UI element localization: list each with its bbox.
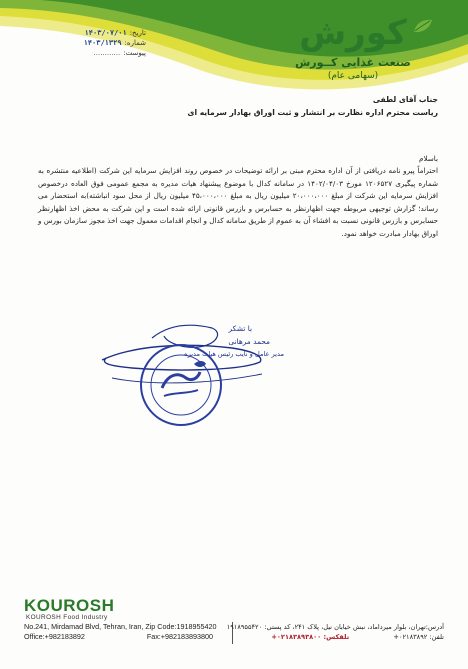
meta-number-value: ۱۴۰۳/۱۳۲۹	[83, 39, 122, 47]
meta-number-row	[54, 38, 146, 48]
addressee-title: ریاست محترم اداره نظارت بر انتشار و ثبت اوراق بهادار سرمایه ای	[187, 107, 438, 117]
brand-company-type: (سهامی عام)	[327, 71, 379, 81]
footer-fax-fa: تلفکس: ۰۲۱۸۳۸۹۳۸۰۰+	[271, 633, 350, 641]
footer-phone-fa: تلفن: ۰۲۱۸۳۸۹۲+	[393, 633, 444, 641]
signature-title: مدیر عامل و نایب رئیس هیات مدیره	[184, 350, 284, 358]
footer-address-fa: آدرس:تهران، بلوار میرداماد، نبش خیابان نیل، پلاک ۲۴۱، کد پستی: ۱۹۱۸۹۵۵۴۲۰	[226, 623, 444, 631]
salutation: باسلام	[419, 154, 438, 163]
meta-attachment-label: پیوست:	[123, 49, 146, 57]
footer-office-en: Office:+982183892	[24, 632, 85, 641]
letter-meta	[54, 28, 146, 58]
meta-date-row	[54, 28, 146, 38]
footer-phones-en	[24, 632, 213, 642]
addressee-name: جناب آقای لطفی	[372, 95, 438, 104]
leaf-icon	[412, 18, 434, 34]
footer-fax-en: Fax:+982183893800	[146, 632, 213, 641]
brand-subtitle: صنعت غذایی کــورش	[295, 56, 411, 69]
meta-date-label: تاریخ:	[129, 29, 146, 37]
signature-regards: با تشکر	[228, 324, 252, 333]
addressee-block	[38, 94, 438, 119]
brand-logo	[278, 14, 428, 82]
company-stamp	[138, 342, 224, 428]
meta-attachment-row	[54, 48, 146, 58]
footer-address-en: No.241, Mirdamad Blvd, Tehran, Iran, Zip Code:1918955420	[24, 622, 217, 631]
meta-attachment-value: ............	[93, 49, 121, 57]
meta-date-value: ۱۴۰۳/۰۷/۰۱	[84, 29, 127, 37]
letter-body: احتراماً پیرو نامه دریافتی از آن اداره محترم مبنی بر ارائه توضیحات در خصوص روند افزایش سرمایه این شرکت (اطلاعیه منتشره به شماره پیگیری ۱۲۰۶۵۲۷ مورخ ۱۴۰۲/۰۴/۰۳ در سامانه کدال با موضوع پیشنهاد هیات مدیره به مجمع عمومی فوق العاده درخصوص افزایش سرمایه این شرکت از مبلغ ۲۰،۰۰۰،۰۰۰ میلیون ریال به مبلغ ۴۵،۰۰۰،۰۰۰ میلیون ریال از محل سود انباشته)به استحضار می رساند؛ گزارش توجیهی مربوطه جهت اظهارنظر به حسابرس و بازرس قانونی ارائه شده است و این شرکت به محض اخذ اظهارنظر حسابرس و بازرس قانونی نسبت به افشاء آن به عموم از طریق سامانه کدال و انجام اقدامات معمول جهت اخذ مجوز سازمان بورس و اوراق بهادار مبادرت خواهد نمود.	[38, 166, 439, 238]
footer-logo-subtitle: KOUROSH Food Industry	[26, 614, 108, 621]
signature-name: محمد مرهانی	[228, 337, 270, 346]
footer-logo-name: KOUROSH	[24, 596, 115, 615]
meta-number-label: شماره:	[124, 39, 146, 47]
footer-phones-fa	[271, 632, 444, 642]
brand-name-fa: کورش	[299, 13, 407, 53]
footer-logo	[24, 596, 154, 622]
